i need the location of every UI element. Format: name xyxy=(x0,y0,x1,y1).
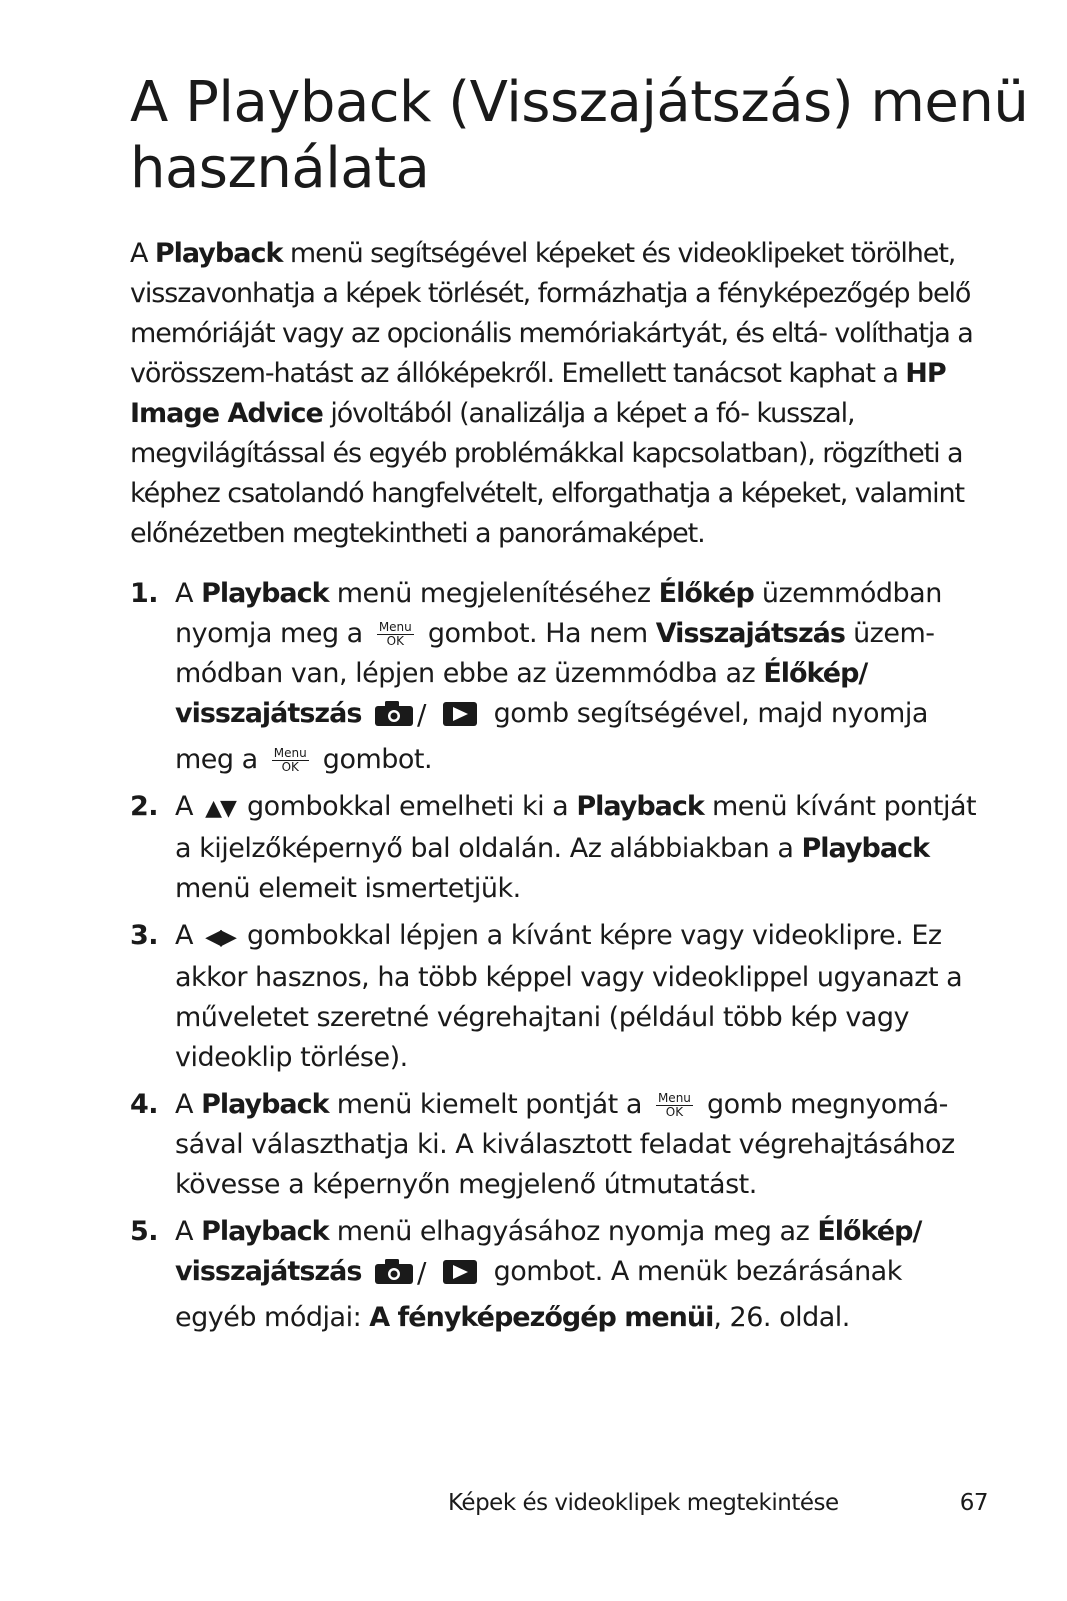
step-text: gomb megnyomá- sával választhatja ki. A kiválasztott feladat végrehajtásához kövesse a képernyőn megjelenő útmutatást. xyxy=(175,1089,955,1200)
step-bold: Visszajátszás xyxy=(655,618,845,649)
step-2 xyxy=(130,787,980,909)
step-text: A xyxy=(175,1089,202,1120)
step-text: gombot. Ha nem xyxy=(419,618,656,649)
slash-glyph: / xyxy=(417,1256,427,1286)
menu-label: Menu xyxy=(657,1091,691,1105)
step-bold: Playback xyxy=(201,1216,329,1247)
step-bold: Élőkép/ visszajátszás xyxy=(175,1216,922,1287)
intro-text: menü segítségével képeket és videoklipeket törölhet, visszavonhatja a képek törlését, formázhatja a fényképezőgép belő memóriáját vagy az opcionális memóriakártyát, és eltá- volíthatja a vörösszem-hatást az állóképekről. Emellett tanácsot kaphat a xyxy=(130,238,973,389)
step-text: menü kiemelt pontját a xyxy=(328,1089,650,1120)
step-3 xyxy=(130,916,980,1078)
cross-reference-link: A fényképezőgép menüi xyxy=(369,1302,714,1333)
intro-bold-playback: Playback xyxy=(154,238,283,269)
step-text: gombot. A menük bezárásának egyéb módjai: xyxy=(175,1256,902,1333)
step-number: 3. xyxy=(130,920,159,951)
menu-ok-button-icon xyxy=(377,621,414,648)
step-1 xyxy=(130,574,980,780)
step-text: A xyxy=(175,578,202,609)
step-number: 5. xyxy=(130,1216,159,1247)
step-number: 1. xyxy=(130,578,159,609)
intro-paragraph xyxy=(130,234,980,554)
left-right-arrows-icon: ◀▶ xyxy=(205,925,235,950)
menu-ok-button-icon xyxy=(272,747,309,774)
step-bold: Playback xyxy=(201,1089,329,1120)
step-text: üzemmódban nyomja meg a xyxy=(175,578,942,649)
step-bold: Playback xyxy=(576,791,704,822)
step-text: A xyxy=(175,1216,202,1247)
menu-ok-button-icon xyxy=(656,1092,693,1119)
step-bold: Playback xyxy=(201,578,329,609)
step-text: gomb segítségével, majd nyomja meg a xyxy=(175,698,928,775)
step-5 xyxy=(130,1212,980,1338)
menu-label: Menu xyxy=(273,746,307,760)
camera-playback-icon xyxy=(373,698,481,740)
step-bold: Playback xyxy=(801,833,930,864)
step-number: 4. xyxy=(130,1089,159,1120)
step-text: menü elemeit ismertetjük. xyxy=(175,873,521,904)
footer-section-title: Képek és videoklipek megtekintése xyxy=(448,1490,839,1516)
step-text: gombokkal lépjen a kívánt képre vagy videoklipre. Ez akkor hasznos, ha több képpel vagy videoklippel ugyanazt a műveletet szeretné végrehajtani (például több kép vagy videoklip törlése). xyxy=(175,920,963,1073)
camera-playback-icon xyxy=(373,1256,481,1298)
intro-text: jóvoltából (analizálja a képet a fó- kusszal, megvilágítással és egyéb problémákkal kapcsolatban), rögzítheti a képhez csatolandó hangfelvételt, elforgathatja a képeket, valamint előnézetben megtekintheti a panorámaképet. xyxy=(130,398,965,549)
step-number: 2. xyxy=(130,791,159,822)
slash-glyph: / xyxy=(417,698,427,728)
step-bold: Élőkép xyxy=(658,578,754,609)
ok-label: OK xyxy=(281,760,299,774)
step-text: A xyxy=(175,920,202,951)
ok-label: OK xyxy=(665,1105,684,1119)
step-text: menü kívánt pontját a kijelzőképernyő bal oldalán. Az alábbiakban a xyxy=(175,791,977,864)
step-text: menü elhagyásához nyomja meg az xyxy=(328,1216,818,1247)
step-bold: Élőkép/ visszajátszás xyxy=(175,658,868,729)
step-text: gombokkal emelheti ki a xyxy=(238,791,577,822)
up-down-arrows-icon: ▲▼ xyxy=(205,796,235,821)
title-line-1: A Playback (Visszajátszás) menü xyxy=(130,70,1029,135)
step-text: A xyxy=(175,791,202,822)
ok-label: OK xyxy=(386,634,404,648)
steps-list xyxy=(130,574,980,1345)
page-footer xyxy=(448,1488,988,1518)
page-number: 67 xyxy=(959,1490,988,1516)
title-line-2: használata xyxy=(130,136,430,201)
page-title xyxy=(130,70,1030,202)
step-text: menü megjelenítéséhez xyxy=(328,578,659,609)
step-4 xyxy=(130,1085,980,1205)
menu-label: Menu xyxy=(378,620,412,634)
intro-bold-hp-image-advice: HP Image Advice xyxy=(130,358,946,429)
step-text: gombot. xyxy=(314,744,433,775)
step-text: üzem- módban van, lépjen ebbe az üzemmódba az xyxy=(175,618,935,689)
step-text: , 26. oldal. xyxy=(713,1302,850,1333)
intro-text: A xyxy=(130,238,155,269)
